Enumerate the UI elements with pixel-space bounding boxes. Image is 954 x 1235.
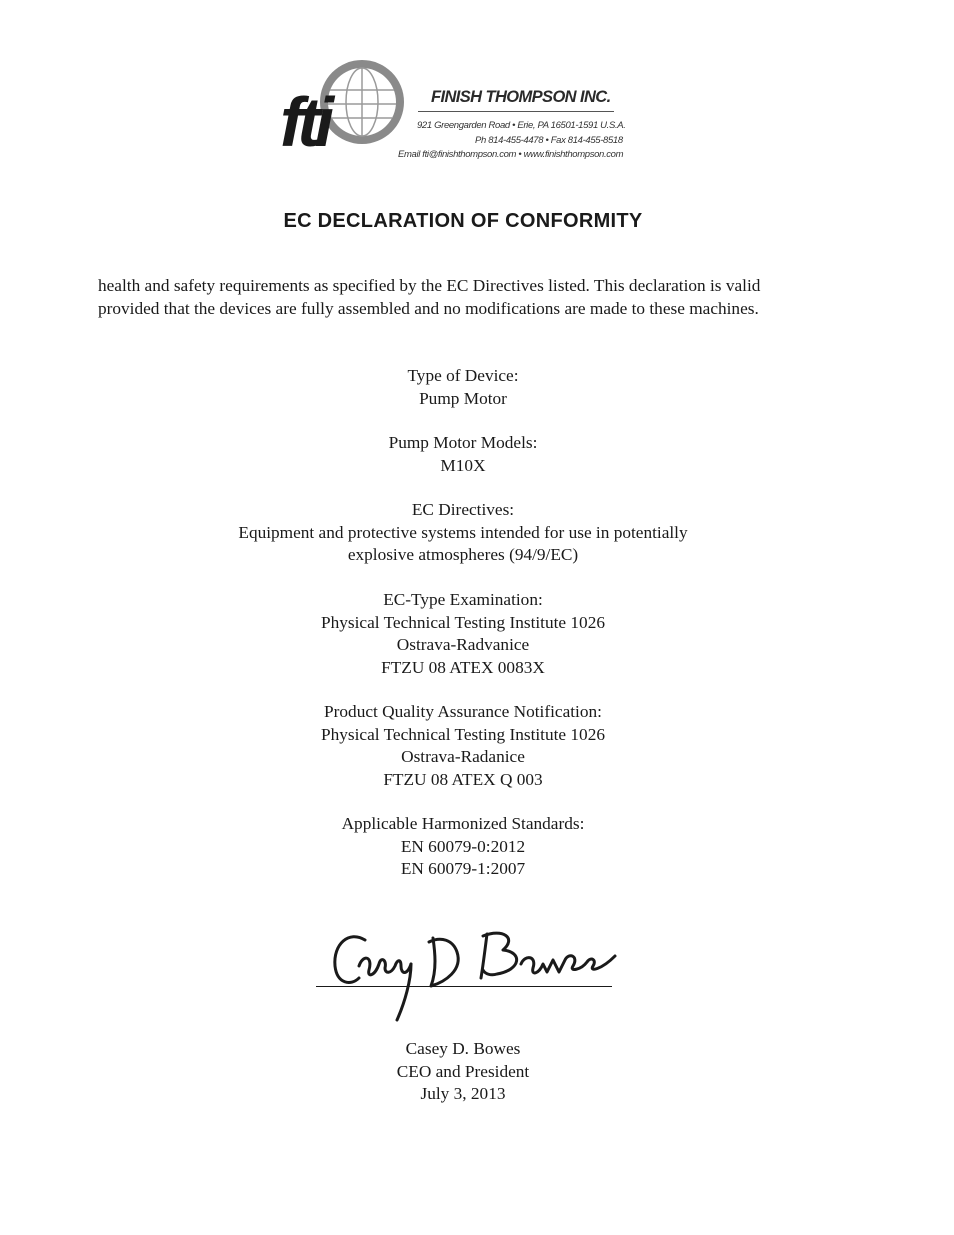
examination-certificate: FTZU 08 ATEX 0083X	[381, 657, 545, 677]
intro-paragraph	[98, 274, 858, 320]
examination-label: EC-Type Examination:	[383, 590, 543, 609]
device-value: Pump Motor	[419, 388, 507, 408]
directives-line: Equipment and protective systems intended for use in potentially	[238, 522, 688, 542]
quality-certificate: FTZU 08 ATEX Q 003	[383, 769, 543, 789]
directives-section	[0, 499, 926, 567]
intro-line: provided that the devices are fully assembled and no modifications are made to these machines.	[98, 299, 759, 318]
quality-label: Product Quality Assurance Notification:	[324, 702, 602, 721]
examination-section	[0, 589, 926, 679]
company-phone: Ph 814-455-4478 • Fax 814-455-8518	[475, 135, 623, 146]
examination-body: Physical Technical Testing Institute 1026	[321, 612, 605, 632]
directives-label: EC Directives:	[411, 500, 515, 519]
signature-line	[316, 986, 612, 987]
svg-text:fti: fti	[280, 83, 329, 156]
standard-item: EN 60079-0:2012	[400, 836, 526, 856]
models-value: M10X	[440, 455, 486, 475]
signature-icon	[325, 922, 620, 1027]
company-contact: Email fti@finishthompson.com • www.finishthompson.com	[398, 149, 624, 160]
signatory-section	[0, 1038, 926, 1106]
models-section	[0, 432, 926, 477]
signatory-date: July 3, 2013	[420, 1084, 506, 1103]
directives-line: explosive atmospheres (94/9/EC)	[347, 545, 579, 564]
intro-line: health and safety requirements as specified by the EC Directives listed. This declaration is valid	[98, 276, 761, 295]
device-section	[0, 365, 926, 410]
letterhead-rule	[418, 111, 614, 112]
company-address: 921 Greengarden Road • Erie, PA 16501-1591 U.S.A.	[417, 120, 626, 131]
quality-body: Physical Technical Testing Institute 1026	[321, 724, 605, 744]
letterhead	[278, 56, 658, 166]
company-name: FINISH THOMPSON INC.	[431, 88, 611, 106]
company-logo-icon	[278, 56, 413, 156]
device-label: Type of Device:	[407, 366, 519, 385]
standards-section	[0, 813, 926, 881]
quality-location: Ostrava-Radanice	[401, 747, 525, 766]
document-title: EC DECLARATION OF CONFORMITY	[283, 210, 643, 232]
quality-section	[0, 701, 926, 791]
standard-item: EN 60079-1:2007	[400, 859, 526, 878]
standards-label: Applicable Harmonized Standards:	[341, 814, 585, 833]
models-label: Pump Motor Models:	[388, 433, 538, 452]
signatory-role: CEO and President	[396, 1061, 530, 1081]
signatory-name: Casey D. Bowes	[405, 1039, 521, 1058]
examination-location: Ostrava-Radvanice	[396, 635, 530, 654]
